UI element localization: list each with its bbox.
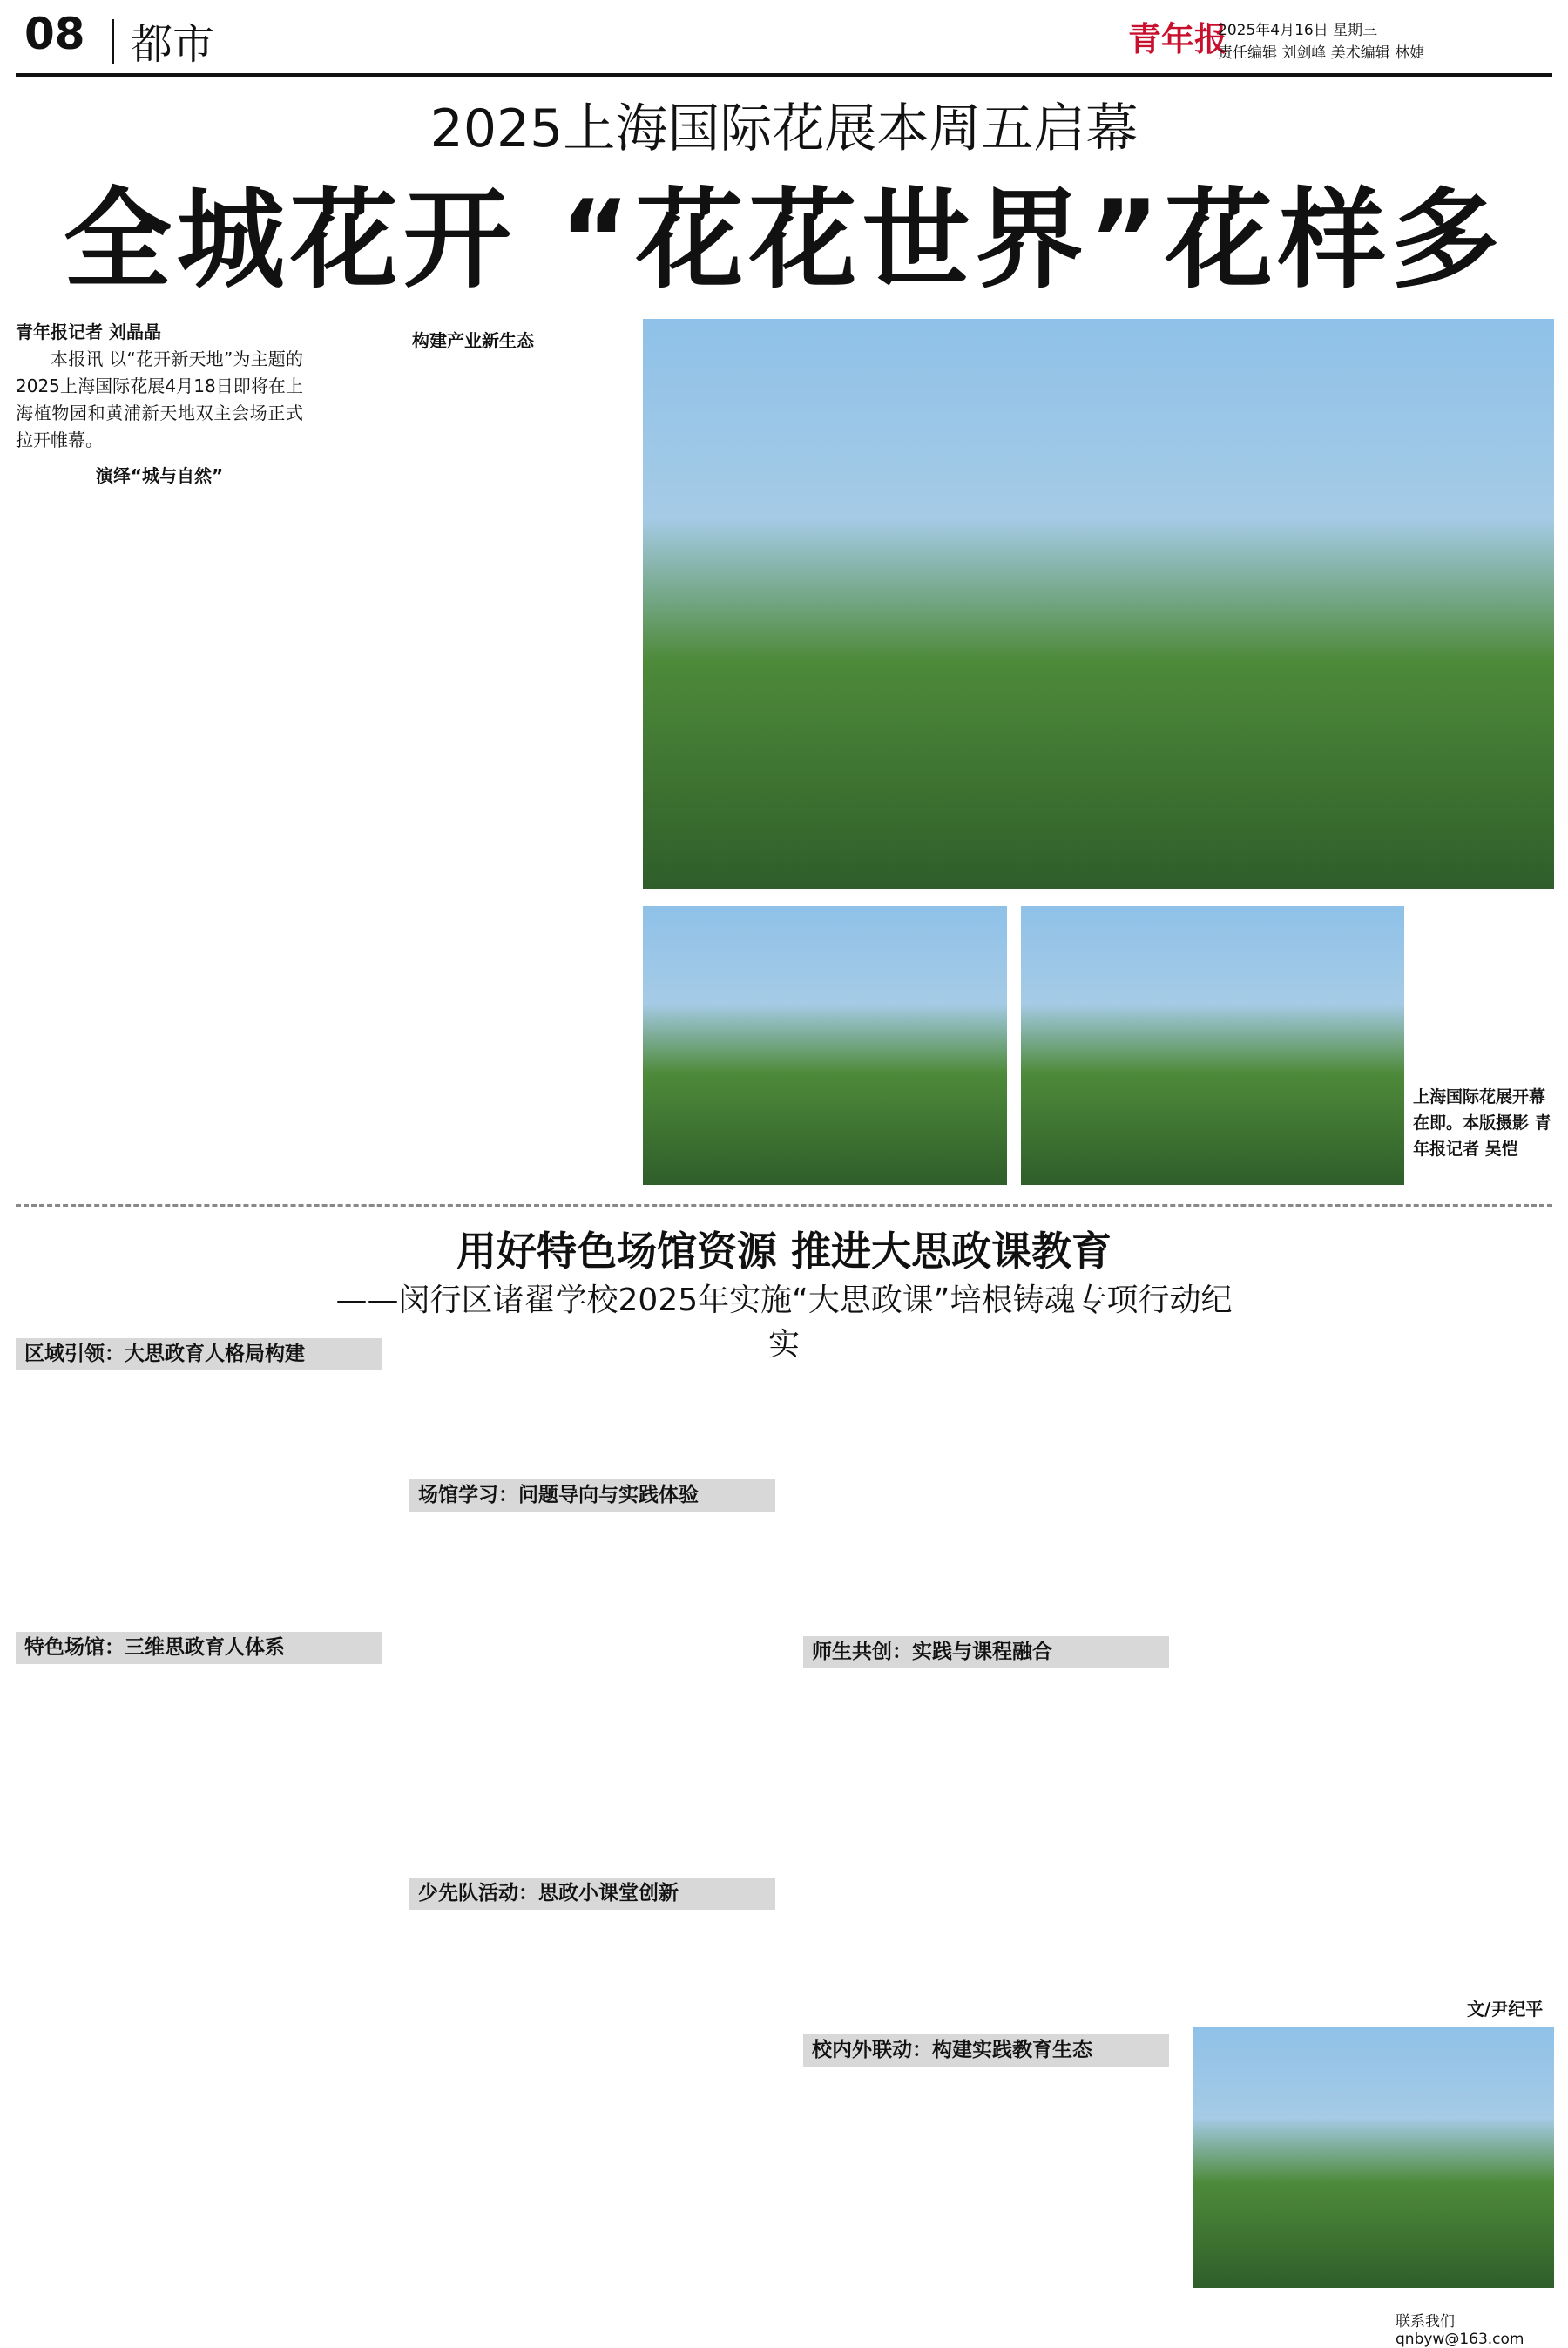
feature-column-2: 场馆学习：问题导向与实践体验 少先队活动：思政小课堂创新 (409, 1472, 775, 1915)
feature-author: 文/尹纪平 (1467, 1999, 1544, 2020)
section-name: 都市 (131, 20, 215, 69)
issue-meta: 2025年4月16日 星期三 责任编辑 刘剑峰 美术编辑 林婕 (1218, 22, 1425, 62)
photo-caption: 上海国际花展开幕在即。本版摄影 青年报记者 吴恺 (1413, 1087, 1551, 1159)
story-kicker: 2025上海国际花展本周五启幕 (429, 98, 1139, 159)
article-column-2: 构建产业新生态 (412, 330, 534, 351)
feature-subtitle: ——闵行区诸翟学校2025年实施“大思政课”培根铸魂专项行动纪实 (335, 1282, 1233, 1363)
contact-line: 联系我们 qnbyw@163.com (1396, 2313, 1524, 2348)
feature-column-1: 区域引领：大思政育人格局构建 特色场馆：三维思政育人体系 (16, 1331, 382, 1669)
school-photo (1193, 2027, 1554, 2288)
page-number: 08 (24, 9, 85, 59)
feature-column-3: 师生共创：实践与课程融合 校内外联动：构建实践教育生态 (803, 1629, 1169, 2072)
header-rule (16, 73, 1552, 77)
garden-gate-photo (643, 906, 1007, 1185)
flowerbed-photo (1021, 906, 1404, 1185)
section-divider (16, 1204, 1552, 1207)
article-column-1: 青年报记者 刘晶晶 本报讯 以“花开新天地”为主题的2025上海国际花展4月18日即将在上海植物园和黄浦新天地双主会场正式拉开帷幕。 演绎“城与自然” (16, 321, 303, 486)
story-headline: 全城花开 “花花世界”花样多 (63, 178, 1505, 303)
masthead-logo: 青年报 (1128, 19, 1228, 58)
flower-show-photo (643, 319, 1554, 889)
header-divider (112, 19, 114, 64)
feature-title: 用好特色场馆资源 推进大思政课教育 (456, 1228, 1112, 1275)
